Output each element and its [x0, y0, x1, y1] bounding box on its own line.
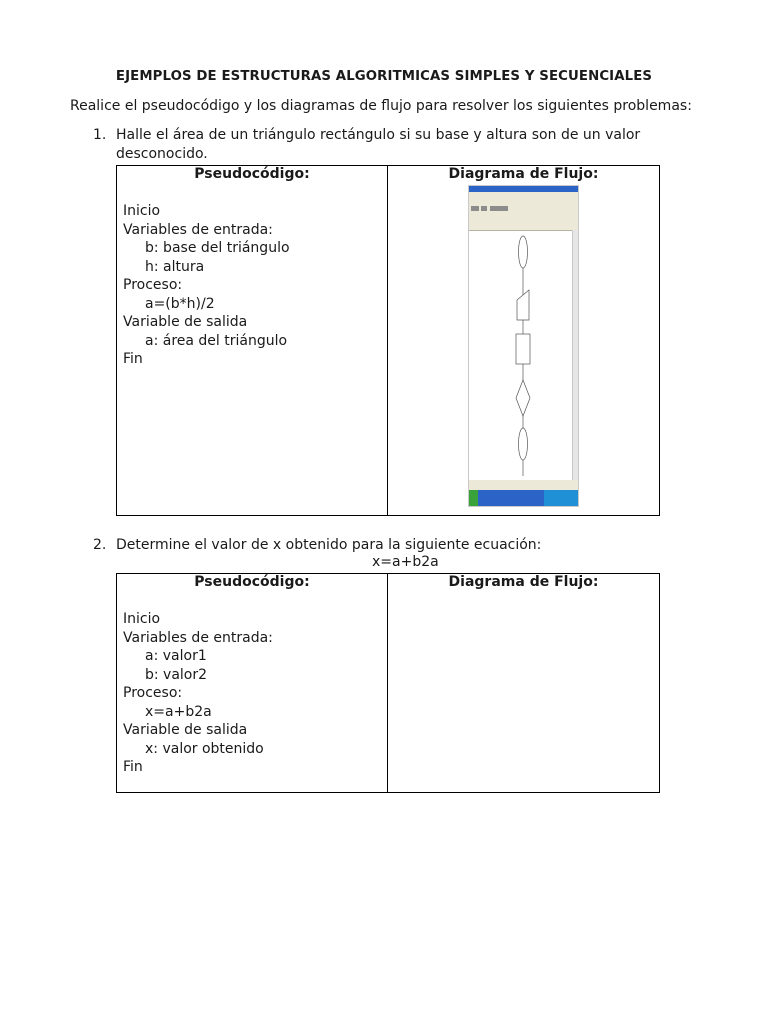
start-button [469, 490, 478, 506]
pseudo-line: Variable de salida [123, 722, 248, 738]
pseudocode-block [117, 591, 387, 777]
diagram-cell [388, 166, 660, 516]
end-terminal-shape [519, 428, 528, 460]
problem-1 [93, 126, 653, 166]
system-tray [544, 490, 578, 506]
pseudocode-cell [117, 574, 388, 793]
output-shape [516, 380, 530, 416]
problem-1-text-line1: Halle el área de un triángulo rectángulo si su base y altura son de un valor [116, 127, 641, 143]
toolbar-icon [471, 206, 479, 211]
pseudocode-header: Pseudocódigo: [194, 166, 310, 182]
window-statusbar [469, 480, 578, 490]
pseudocode-header: Pseudocódigo: [194, 574, 310, 590]
pseudo-line: Variables de entrada: [123, 629, 273, 646]
process-shape [516, 334, 530, 364]
toolbar-icon [481, 206, 487, 211]
pseudo-line: Inicio [123, 203, 161, 219]
diagram-header: Diagrama de Flujo: [448, 166, 599, 182]
pseudocode-cell [117, 166, 388, 516]
pseudo-line: Inicio [123, 611, 161, 627]
flowchart-screenshot [468, 185, 579, 507]
flowchart-diagram [469, 230, 574, 480]
window-menubar [469, 192, 578, 200]
pseudo-line: Fin [123, 759, 143, 775]
pseudo-line: b: valor2 [145, 666, 208, 683]
problem-1-table [116, 165, 660, 516]
problem-1-text-line2: desconocido. [116, 146, 208, 162]
problem-2-text: Determine el valor de x obtenido para la siguiente ecuación: [116, 537, 542, 553]
window-toolbar [469, 200, 578, 231]
problem-1-number: 1. [93, 127, 107, 143]
problem-2-number: 2. [93, 537, 107, 553]
start-terminal-shape [519, 236, 528, 268]
diagram-cell [388, 574, 660, 793]
pseudo-line: a: valor1 [145, 648, 207, 664]
pseudo-line: h: altura [145, 258, 205, 275]
pseudo-line: a=(b*h)/2 [145, 295, 215, 312]
problem-2-table [116, 573, 660, 793]
equation: x=a+b2a [372, 554, 439, 570]
diagram-header: Diagrama de Flujo: [448, 574, 599, 590]
document-title: EJEMPLOS DE ESTRUCTURAS ALGORITMICAS SIMPLES Y SECUENCIALES [115, 69, 653, 84]
pseudo-line: Variables de entrada: [123, 221, 273, 238]
pseudo-line: x: valor obtenido [145, 740, 264, 757]
pseudocode-block [117, 183, 387, 369]
pseudo-line: Variable de salida [123, 314, 248, 330]
pseudo-line: a: área del triángulo [145, 332, 288, 349]
toolbar-icon [490, 206, 508, 211]
pseudo-line: x=a+b2a [145, 703, 212, 720]
pseudo-line: b: base del triángulo [145, 240, 290, 256]
intro-text: Realice el pseudocódigo y los diagramas de flujo para resolver los siguientes problemas: [70, 98, 692, 114]
pseudo-line: Proceso: [123, 277, 183, 293]
problem-2 [93, 536, 653, 556]
pseudo-line: Fin [123, 351, 143, 367]
pseudo-line: Proceso: [123, 685, 183, 701]
